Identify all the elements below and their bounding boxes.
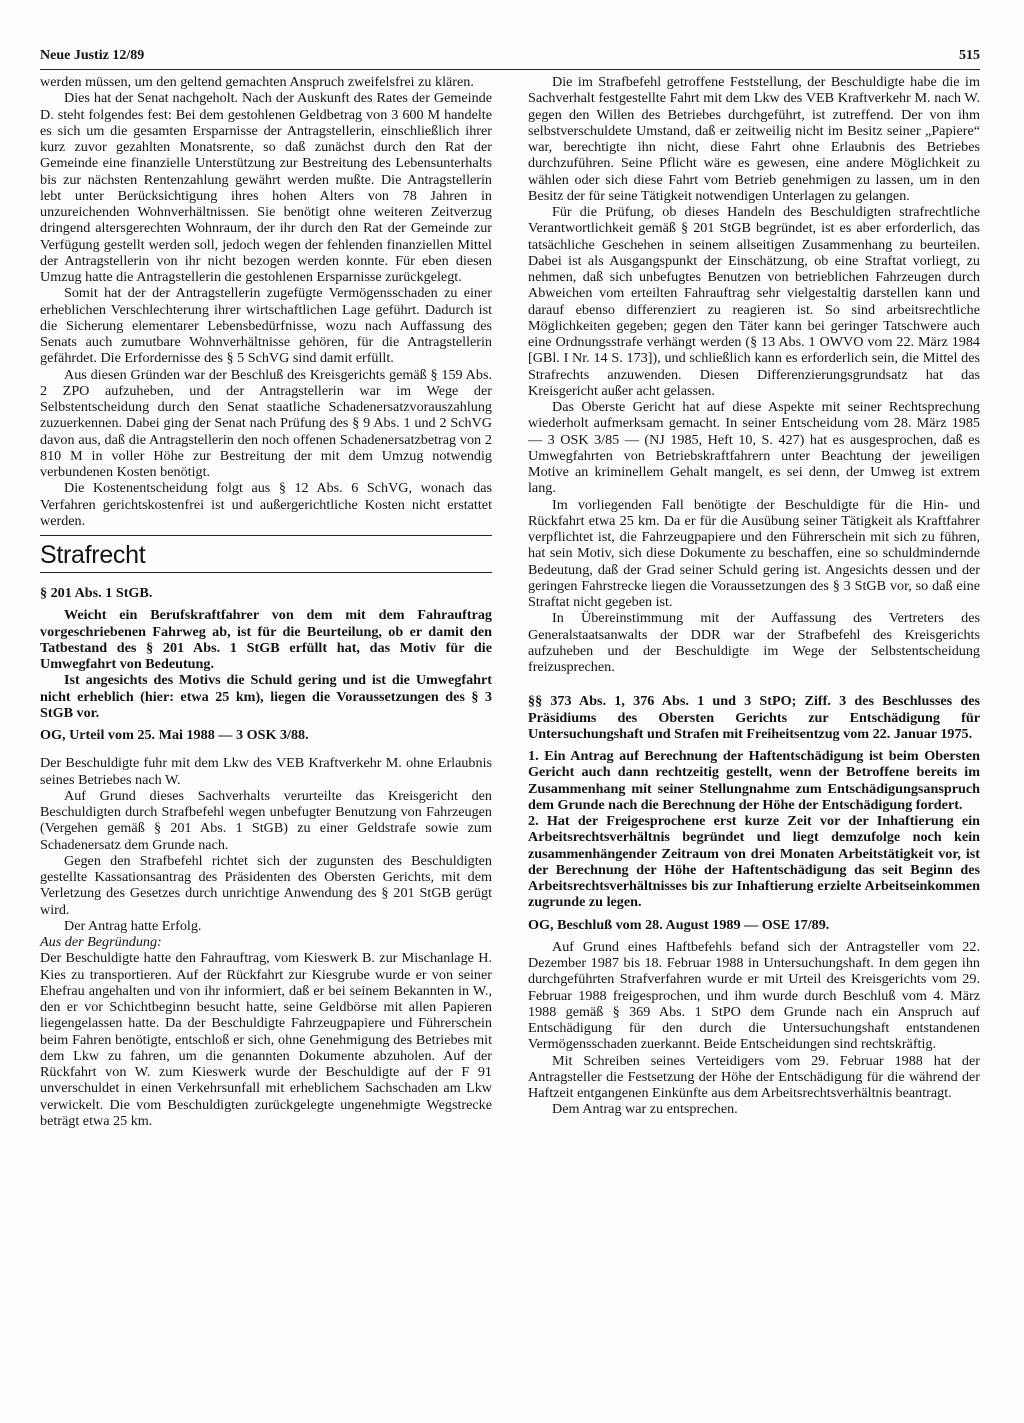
paragraph: Auf Grund dieses Sachverhalts verurteilte das Kreisgericht den Beschuldigten durch Strafbefehl wegen unbefugter Benutzung von Fahrzeugen (Vergehen gemäß § 201 Abs. 1 StGB) zu einer Geldstrafe sowie zum Schadenersatz dem Grunde nach.	[40, 787, 492, 853]
paragraph: Auf Grund eines Haftbefehls befand sich der Antragsteller vom 22. Dezember 1987 bis 18. Februar 1988 in Untersuchungshaft. In dem gegen ihn durchgeführten Strafverfahren wurde er mit Urteil des Kreisgerichts vom 29. Februar 1988 freigesprochen, und ihm wurde durch Beschluß vom 4. März 1988 gemäß § 369 Abs. 1 StPO dem Grunde nach ein Anspruch auf Entschädigung für den durch die Untersuchungshaft entstandenen Vermögensschaden zuerkannt. Beide Entscheidungen sind rechtskräftig.	[528, 938, 980, 1053]
paragraph: Für die Prüfung, ob dieses Handeln des Beschuldigten strafrechtliche Verantwortlichkeit gemäß § 201 StGB begründet, ist es aber erforderlich, das tatsächliche Geschehen in seinem allseitigen Zusammenhang zu beurteilen. Dabei ist als Ausgangspunkt der Einschätzung, ob eine Straftat vorliegt, zu nehmen, daß sich unbefugtes Benutzen von betrieblichen Fahrzeugen durch Abweichen vom erteilten Fahrauftrag sehr vielgestaltig darstellen kann und darauf ebenso differenziert zu reagieren ist. So sind arbeitsrechtliche Möglichkeiten gegeben; gegen den Täter kann bei geringer Tatschwere auch eine Ordnungsstrafe verhängt werden (§ 13 Abs. 1 OWVO vom 22. März 1984 [GBl. I Nr. 14 S. 173]), und schließlich kann es erforderlich sein, die Mittel des Strafrechts anzuwenden. Diesen Differenzierungsgrundsatz hat das Kreisgericht außer acht gelassen.	[528, 204, 980, 399]
paragraph: Die Kostenentscheidung folgt aus § 12 Abs. 6 SchVG, wonach das Verfahren gerichtskostenfrei ist und außergerichtliche Kosten nicht erstattet werden.	[40, 480, 492, 529]
paragraph: Somit hat der der Antragstellerin zugefügte Vermögensschaden zu einer erheblichen Verschlechterung ihrer wirtschaftlichen Lage geführt. Dadurch ist die Sicherung elementarer Lebensbedürfnisse, wozu nach Auffassung des Senats auch zumutbare Wohnverhältnisse gehören, für die Antragstellerin gefährdet. Die Erfordernisse des § 5 SchVG sind damit erfüllt.	[40, 285, 492, 367]
reasons-heading: Aus der Begründung:	[40, 934, 162, 950]
paragraph: Der Beschuldigte hatte den Fahrauftrag, vom Kieswerk B. zur Mischanlage H. Kies zu transportieren. Auf der Rückfahrt zur Kiesgrube wurde er von seiner Ehefrau angehalten und von ihr informiert, daß er bei seinem Bekannten in W., den er vor Schichtbeginn besucht hatte, seine Geldbörse mit allen Papieren liegengelassen hatte. Da der Beschuldigte Fahrzeugpapiere und Führerschein beim Fahren benötigte, entschloß er sich, ohne Genehmigung des Betriebes mit dem Lkw zu fahren, um die genannten Dokumente abzuholen. Auf der Rückfahrt von W. zum Kieswerk wurde der Beschuldigte auf der F 91 unverschuldet in einen Verkehrsunfall mit erheblichem Sachschaden am Lkw verwickelt. Die vom Beschuldigten zurückgelegte ungenehmigte Wegstrecke beträgt etwa 25 km.	[40, 950, 492, 1129]
page-header	[40, 44, 980, 68]
paragraph: werden müssen, um den geltend gemachten Anspruch zweifelsfrei zu klären.	[40, 74, 474, 90]
paragraph: Dies hat der Senat nachgeholt. Nach der Auskunft des Rates der Gemeinde D. steht folgendes fest: Bei dem gestohlenen Geldbetrag von 3 600 M handelte es sich um die gesamten Ersparnisse der Antragstellerin, einschließlich ihrer kurz zuvor gezahlten Monatsrente, so daß zunächst durch den Rat der Gemeinde eine finanzielle Unterstützung zur Bestreitung des Lebensunterhalts bis zur nächsten Rentenzahlung gewährt werden mußte. Die Antragstellerin lebt unter Berücksichtigung ihres hohen Alters von 78 Jahren in unzureichenden Wohnverhältnissen. Sie benötigt ohne weiteren Zeitverzug dringend altersgerechten Wohnraum, der ihr durch den Rat der Gemeinde zur Verfügung gestellt werden soll, jedoch wegen der fehlenden finanziellen Mittel der Antragstellerin von ihr nicht bezogen werden konnte. Für eben diesen Umzug hatte die Antragstellerin die gestohlenen Ersparnisse zurückgelegt.	[40, 90, 492, 285]
header-divider	[40, 69, 980, 70]
right-column	[528, 74, 980, 1118]
paragraph: Der Beschuldigte fuhr mit dem Lkw des VEB Kraftverkehr M. ohne Erlaubnis seines Betriebes nach W.	[40, 755, 492, 788]
headnote: Ist angesichts des Motivs die Schuld gering und ist die Umwegfahrt nicht erheblich (hier: etwa 25 km), liegen die Voraussetzungen des § 3 StGB vor.	[40, 672, 492, 721]
statute-reference: § 201 Abs. 1 StGB.	[40, 585, 153, 601]
headnote: Weicht ein Berufskraftfahrer von dem mit dem Fahrauftrag vorgeschriebenen Fahrweg ab, ist für die Beurteilung, ob er damit den Tatbestand des § 201 Abs. 1 StGB erfüllt hat, das Motiv für die Umwegfahrt von Bedeutung.	[40, 607, 492, 672]
headnote: 1. Ein Antrag auf Berechnung der Haftentschädigung ist beim Obersten Gericht auch dann rechtzeitig gestellt, wenn der Betroffene bereits im Zusammenhang mit seiner Stellungnahme zum Entschädigungsanspruch dem Grunde nach die Berechnung der Höhe der Entschädigung fordert.	[528, 748, 980, 813]
case-citation: OG, Beschluß vom 28. August 1989 — OSE 17/89.	[528, 916, 830, 933]
paragraph: Das Oberste Gericht hat auf diese Aspekte mit seiner Rechtsprechung wiederholt aufmerksam gemacht. In seiner Entscheidung vom 28. März 1985 — 3 OSK 3/85 — (NJ 1985, Heft 10, S. 427) hat es ausgesprochen, daß es Umwegfahrten von Betriebskraftfahrern unter Beachtung der jeweiligen Motive an kriminellem Gehalt mangelt, es sei denn, der Umweg ist extrem lang.	[528, 399, 980, 497]
section-title-divider	[40, 572, 492, 573]
paragraph: Im vorliegenden Fall benötigte der Beschuldigte für die Hin- und Rückfahrt etwa 25 km. Da er für die Ausübung seiner Tätigkeit als Kraftfahrer verpflichtet ist, die Fahrzeugpapiere und den Führerschein mit sich zu führen, hat sein Motiv, sich diese Dokumente zu beschaffen, eine so schuldmindernde Bedeutung, daß der Grad seiner Schuld gering ist. Angesichts dessen und der geringen Fahrstrecke liegen die Voraussetzungen des § 3 StGB vor, so daß eine Straftat nicht gegeben ist.	[528, 496, 980, 610]
paragraph: Mit Schreiben seines Verteidigers vom 29. Februar 1988 hat der Antragsteller die Festsetzung der Höhe der Entschädigung für die während der Haftzeit entgangenen Einkünfte aus dem Arbeitsrechtsverhältnis beantragt.	[528, 1052, 980, 1101]
journal-title: Neue Justiz 12/89	[40, 48, 145, 63]
page-number: 515	[959, 48, 980, 63]
section-divider	[40, 535, 492, 536]
paragraph: Der Antrag hatte Erfolg.	[64, 917, 202, 934]
paragraph: In Übereinstimmung mit der Auffassung des Vertreters des Generalstaatsanwalts der DDR war der Strafbefehl des Kreisgerichts aufzuheben und der Beschuldigte im Wege der Selbstentscheidung freizusprechen.	[528, 610, 980, 675]
paragraph: Die im Strafbefehl getroffene Feststellung, der Beschuldigte habe die im Sachverhalt festgestellte Fahrt mit dem Lkw des VEB Kraftverkehr M. nach W. gegen den Willen des Betriebes durchgeführt, ist zutreffend. Der von ihm selbstverschuldete Umstand, daß er zeitweilig nicht im Besitz seiner „Papiere“ war, berechtigte ihn nicht, diese Fahrt ohne Erlaubnis des Betriebes durchzuführen. Seine Pflicht wäre es gewesen, eine andere Möglichkeit zu wählen oder sich diese Fahrt vom Betrieb genehmigen zu lassen, um in den Besitz der für seine Tätigkeit notwendigen Unterlagen zu gelangen.	[528, 74, 980, 204]
section-title: Strafrecht	[40, 541, 146, 569]
left-column	[40, 74, 492, 1129]
headnote: 2. Hat der Freigesprochene erst kurze Zeit vor der Inhaftierung ein Arbeitsrechtsverhältnis begründet und liegt demzufolge noch kein zusammenhängender Zeitraum von drei Monaten Arbeitstätigkeit vor, ist der Berechnung der Höhe der Haftentschädigung das seit Beginn des Arbeitsrechtsverhältnisses bis zur Inhaftierung erzielte Arbeitseinkommen zugrunde zu legen.	[528, 813, 980, 911]
statute-reference: §§ 373 Abs. 1, 376 Abs. 1 und 3 StPO; Ziff. 3 des Beschlusses des Präsidiums des Obersten Gerichts zur Entschädigung für Untersuchungshaft und Strafen mit Freiheitsentzug vom 22. Januar 1975.	[528, 693, 980, 742]
paragraph: Aus diesen Gründen war der Beschluß des Kreisgerichts gemäß § 159 Abs. 2 ZPO aufzuheben, und der Antragstellerin war im Wege der Selbstentscheidung durch den Senat staatliche Schadenersatzvorauszahlung zuzuerkennen. Dabei ging der Senat nach Prüfung des § 9 Abs. 1 und 2 SchVG davon aus, daß die Antragstellerin den noch offenen Schadenersatzbetrag von 2 810 M in voller Höhe zur Bestreitung der mit dem Umzug notwendig verbundenen Kosten benötigt.	[40, 366, 492, 480]
case-citation: OG, Urteil vom 25. Mai 1988 — 3 OSK 3/88.	[40, 727, 309, 743]
paragraph: Gegen den Strafbefehl richtet sich der zugunsten des Beschuldigten gestellte Kassationsantrag des Präsidenten des Obersten Gerichts, mit dem Verletzung des Gesetzes durch unrichtige Anwendung des § 201 StGB gerügt wird.	[40, 852, 492, 918]
paragraph: Dem Antrag war zu entsprechen.	[552, 1101, 738, 1118]
